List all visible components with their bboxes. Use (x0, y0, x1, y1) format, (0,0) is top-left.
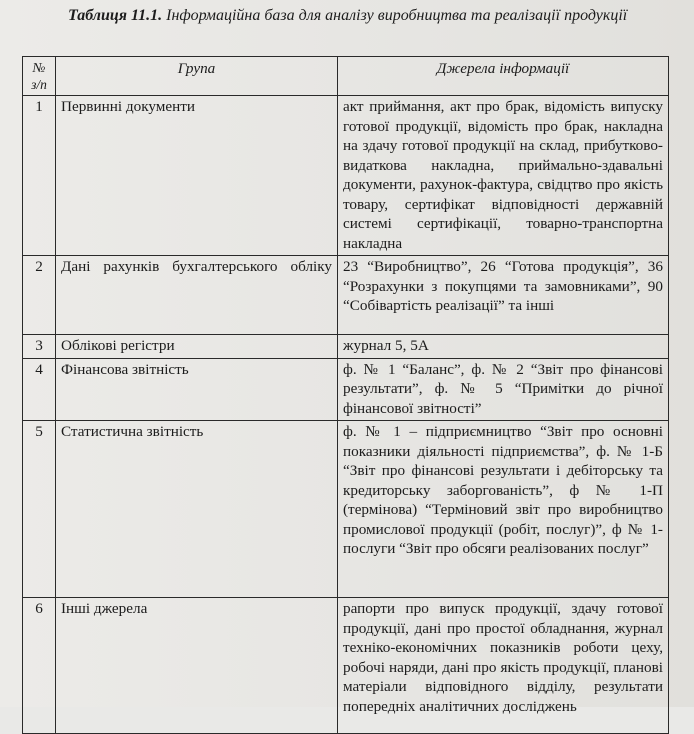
row-num: 3 (23, 335, 56, 359)
header-num: № з/п (23, 57, 56, 96)
row-num: 1 (23, 96, 56, 256)
row-sources: рапорти про випуск продукції, здачу готової продукції, дані про простої обладнання, журнал техніко-економічних показників роботи цеху, робочі наряди, дані про якість продукції, планові матеріали відповідного відділу, результати попередніх аналітичних досліджень (338, 598, 669, 734)
row-group: Первинні документи (56, 96, 338, 256)
header-group: Група (56, 57, 338, 96)
row-sources: ф. № 1 – підприємництво “Звіт про основні показники діяльності підприємства”, ф. № 1-Б “Звіт про фінансові результати і дебіторську та кредиторську заборгованість”, ф № 1-П (термінова) “Терміновий звіт про виробництво промислової продукції (робіт, послуг)”, ф № 1-послуги “Звіт про обсяги реалізованих послуг” (338, 421, 669, 598)
row-num: 5 (23, 421, 56, 598)
table-row (23, 335, 669, 359)
row-group: Фінансова звітність (56, 358, 338, 421)
row-group: Дані рахунків бухгалтерського обліку (56, 256, 338, 335)
table-row (23, 421, 669, 598)
row-sources: акт приймання, акт про брак, відомість випуску готової продукції, відомість про брак, накладна на здачу готової продукції на склад, прибутково-видаткова накладна, приймально-здавальні документи, рахунок-фактура, свідцтво про якість товару, сертифікат відповідності державній системі сертифікації, товарно-транспортна накладна (338, 96, 669, 256)
table-row (23, 358, 669, 421)
info-base-table (22, 56, 669, 734)
row-group: Статистична звітність (56, 421, 338, 598)
row-sources: 23 “Виробництво”, 26 “Готова продукція”, 36 “Розрахунки з покупцями та замовниками”, 90 “Собівартість реалізації” та інші (338, 256, 669, 335)
table-caption (16, 4, 676, 28)
table-row (23, 256, 669, 335)
table-row (23, 96, 669, 256)
row-group: Інші джерела (56, 598, 338, 734)
table-row (23, 598, 669, 734)
row-sources: журнал 5, 5А (338, 335, 669, 359)
row-num: 6 (23, 598, 56, 734)
row-sources: ф. № 1 “Баланс”, ф. № 2 “Звіт про фінансові результати”, ф. № 5 “Примітки до річної фінансової звітності” (338, 358, 669, 421)
row-num: 4 (23, 358, 56, 421)
table-header-row (23, 57, 669, 96)
header-sources: Джерела інформації (338, 57, 669, 96)
row-group: Облікові регістри (56, 335, 338, 359)
table-number: Таблиця 11.1. (68, 7, 163, 24)
table-title: Інформаційна база для аналізу виробництва та реалізації продукції (166, 7, 628, 24)
row-num: 2 (23, 256, 56, 335)
